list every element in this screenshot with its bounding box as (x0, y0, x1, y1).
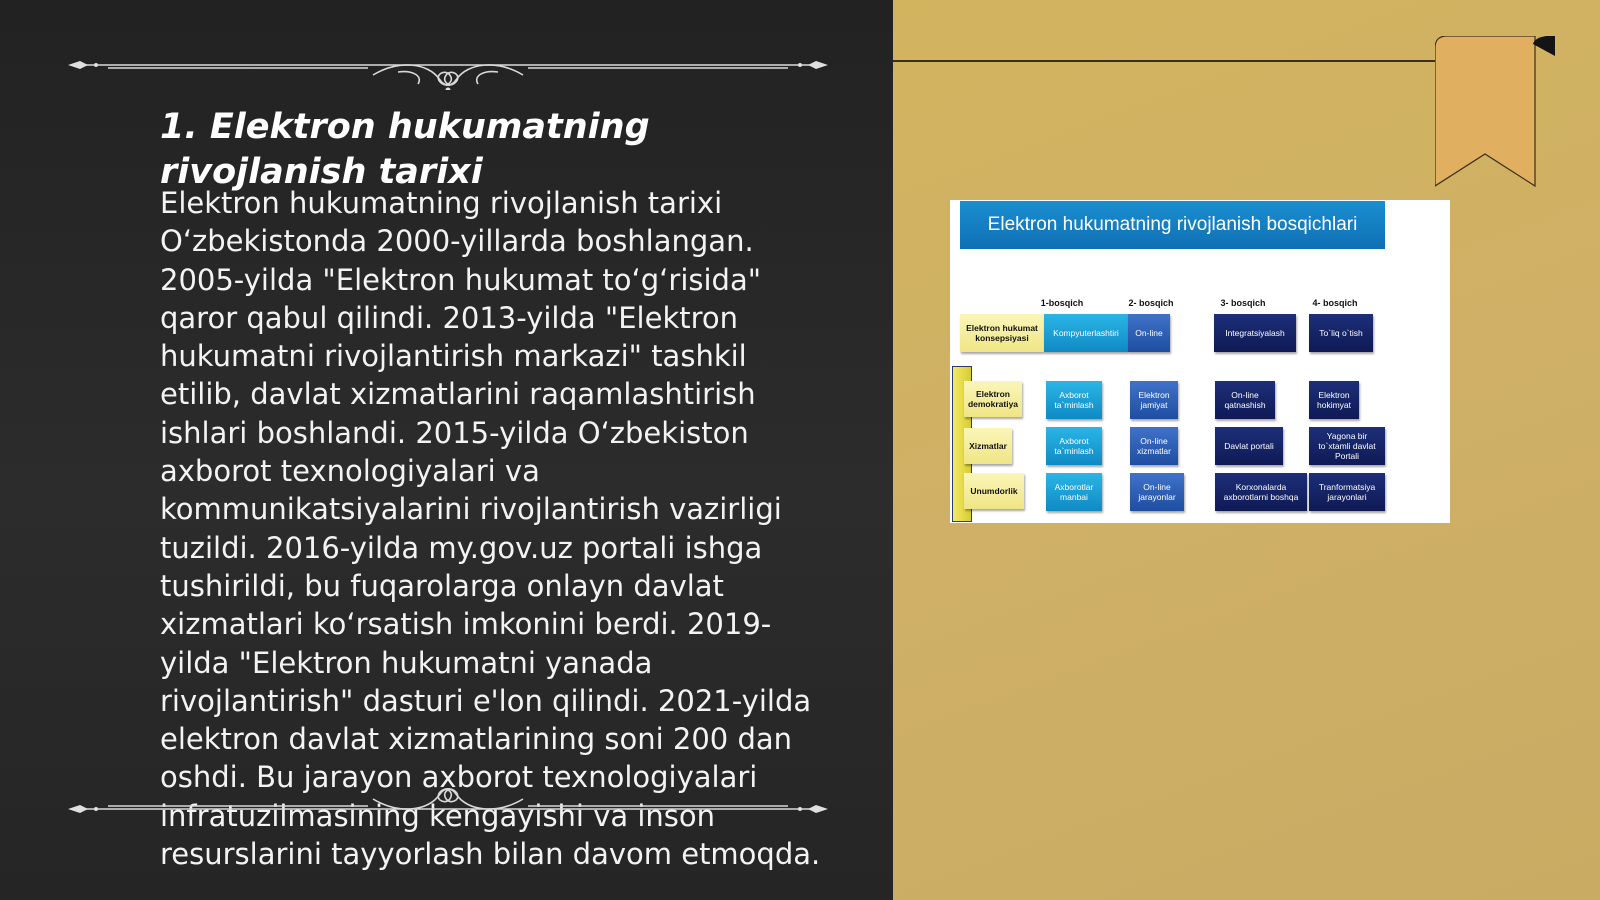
decorative-rule (893, 60, 1453, 62)
bookmark-ribbon-icon (1435, 36, 1555, 196)
diagram-header: Elektron hukumatning rivojlanish bosqichlari (960, 201, 1385, 249)
row2-cell1: Axborot ta`minlash (1046, 427, 1102, 465)
stage-label-1: 1-bosqich (1040, 298, 1084, 308)
stage1-box: Kompyuterlashtiri (1044, 314, 1128, 352)
stages-diagram-image (950, 200, 1450, 523)
stage3-box: Integratsiyalash (1214, 314, 1296, 352)
row2-cell3: Davlat portali (1215, 427, 1283, 465)
row1-cell1: Axborot ta`minlash (1046, 381, 1102, 419)
slide-title: 1. Elektron hukumatning rivojlanish tarixi (160, 107, 650, 192)
row3-cell4: Tranformatsiya jarayonlari (1309, 473, 1385, 511)
row1-cell2: Elektron jamiyat (1130, 381, 1178, 419)
stage4-box: To`liq o`tish (1309, 314, 1373, 352)
row3-cell1: Axborotlar manbai (1046, 473, 1102, 511)
stage-label-4: 4- bosqich (1312, 298, 1358, 308)
slide-right-panel (893, 0, 1600, 900)
row1-label: Elektron demokratiya (964, 381, 1022, 417)
row3-label: Unumdorlik (964, 473, 1024, 509)
concept-box: Elektron hukumat konsepsiyasi (960, 314, 1044, 352)
row3-cell3: Korxonalarda axborotlarni boshqa (1215, 473, 1307, 511)
slide-body-text: Elektron hukumatning rivojlanish tarixi O‘zbekistonda 2000-yillarda boshlangan. 2005-yilda "Elektron hukumat to‘g‘risida" qaror qabul qilindi. 2013-yilda "Elektron hukumatni rivojlantirish markazi" tashkil etilib, davlat xizmatlarini raqamlashtirish ishlari boshlandi. 2015-yilda O‘zbekiston axborot texnologiyalari va kommunikatsiyalarini rivojlantirish vazirligi tuzildi. 2016-yilda my.gov.uz portali ishga tushirildi, bu fuqarolarga onlayn davlat xizmatlari ko‘rsatish imkonini berdi. 2019-yilda "Elektron hukumatni yanada rivojlantirish" dasturi e'lon qilindi. 2021-yilda elektron davlat xizmatlarining soni 200 dan oshdi. Bu jarayon axborot texnologiyalari infratuzilmasining kengayishi va inson resurslarini tayyorlash bilan davom etmoqda. (160, 186, 821, 872)
ornamental-divider-top (68, 40, 828, 90)
stage-label-3: 3- bosqich (1220, 298, 1266, 308)
stage2-box: On-line (1128, 314, 1170, 352)
row1-cell3: On-line qatnashish (1215, 381, 1275, 419)
row2-label: Xizmatlar (964, 428, 1012, 464)
stage-label-2: 2- bosqich (1128, 298, 1174, 308)
row2-cell2: On-line xizmatlar (1130, 427, 1178, 465)
ornamental-divider-bottom (68, 784, 828, 834)
row3-cell2: On-line jarayonlar (1130, 473, 1184, 511)
row2-cell4: Yagona bir to`xtamli davlat Portali (1309, 427, 1385, 465)
row1-cell4: Elektron hokimyat (1309, 381, 1359, 419)
